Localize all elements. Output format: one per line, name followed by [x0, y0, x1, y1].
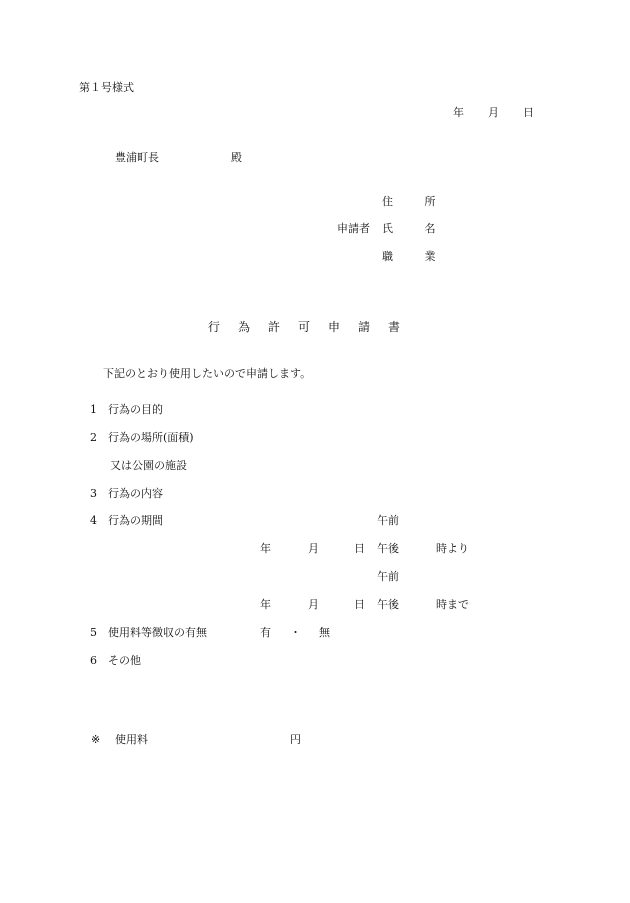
- item-2-sublabel: 又は公園の施設: [110, 459, 187, 472]
- form-number: 第１号様式: [79, 81, 134, 94]
- period-start-pm: 午後: [377, 542, 399, 555]
- period-end-suffix: 時まで: [436, 598, 469, 611]
- form-title: 行為許可申請書: [208, 320, 419, 334]
- item-6-number: 6: [90, 654, 97, 667]
- date-day-label: 日: [523, 106, 534, 119]
- addressee-name: 豊浦町長: [115, 151, 159, 164]
- item-3-label: 行為の内容: [108, 487, 163, 500]
- intro-text: 下記のとおり使用したいので申請します。: [103, 367, 312, 380]
- item-2-label: 行為の場所(面積): [108, 431, 194, 444]
- date-year-label: 年: [453, 106, 464, 119]
- item-5-label: 使用料等徴収の有無: [108, 626, 207, 639]
- period-start-suffix: 時より: [436, 542, 469, 555]
- period-end-pm: 午後: [377, 598, 399, 611]
- period-end-day: 日: [354, 598, 365, 611]
- fee-label: 使用料: [115, 733, 148, 746]
- period-end-year: 年: [260, 598, 271, 611]
- item-1-label: 行為の目的: [108, 403, 163, 416]
- item-1-number: 1: [90, 403, 97, 416]
- period-start-year: 年: [260, 542, 271, 555]
- item-5-number: 5: [90, 626, 97, 639]
- applicant-label: 申請者: [337, 222, 370, 235]
- fee-collection-no: 無: [319, 626, 330, 639]
- period-start-month: 月: [308, 542, 319, 555]
- period-end-month: 月: [308, 598, 319, 611]
- addressee-honorific: 殿: [231, 151, 242, 164]
- item-3-number: 3: [90, 487, 97, 500]
- fee-unit: 円: [290, 733, 301, 746]
- applicant-occupation-label: 職 業: [382, 250, 450, 263]
- item-2-number: 2: [90, 431, 97, 444]
- applicant-name-label: 氏 名: [382, 222, 450, 235]
- period-start-day: 日: [354, 542, 365, 555]
- item-4-number: 4: [90, 514, 97, 527]
- fee-collection-separator: ・: [290, 626, 301, 639]
- item-4-label: 行為の期間: [108, 514, 163, 527]
- fee-note-mark: ※: [91, 733, 101, 746]
- applicant-address-label: 住 所: [382, 195, 450, 208]
- date-month-label: 月: [488, 106, 499, 119]
- fee-collection-yes: 有: [260, 626, 271, 639]
- item-6-label: その他: [108, 654, 141, 667]
- period-end-am: 午前: [377, 570, 399, 583]
- period-start-am: 午前: [377, 514, 399, 527]
